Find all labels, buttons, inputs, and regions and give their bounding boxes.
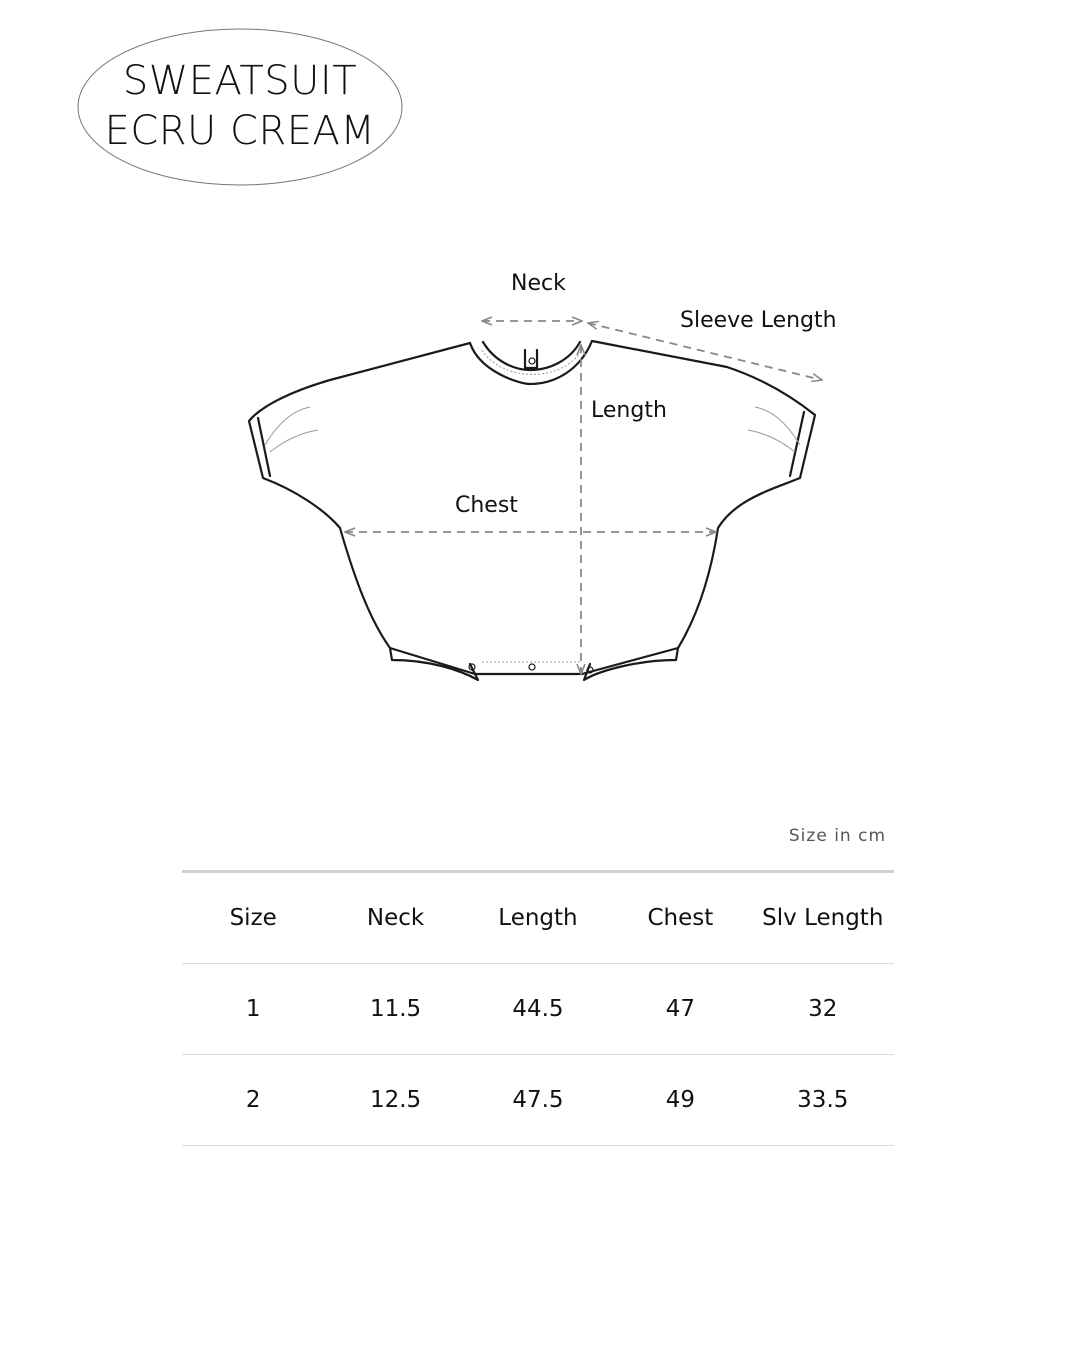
title-badge <box>77 28 403 186</box>
neck-outer <box>470 341 592 384</box>
length-label: Length <box>591 398 667 423</box>
bodysuit-flat-sketch <box>0 250 1080 710</box>
cell-neck: 11.5 <box>369 996 422 1022</box>
product-title <box>77 56 403 156</box>
unit-note: Size in cm <box>788 826 886 846</box>
chest-label: Chest <box>455 493 518 518</box>
cell-neck: 12.5 <box>369 1087 422 1113</box>
neck-label: Neck <box>511 271 566 296</box>
table-row <box>182 964 894 1055</box>
garment-outline <box>249 341 815 680</box>
cell-chest: 49 <box>665 1087 695 1113</box>
cell-sleeve-length: 33.5 <box>797 1087 849 1113</box>
fold-creases <box>265 350 800 662</box>
left-sleeve-crease <box>265 407 310 445</box>
cell-length: 44.5 <box>512 996 564 1022</box>
sleeve-length-label: Sleeve Length <box>680 308 837 333</box>
garment-diagram <box>0 250 1080 710</box>
dimension-arrows <box>345 321 822 674</box>
header-chest: Chest <box>647 905 714 931</box>
cell-chest: 47 <box>665 996 695 1022</box>
size-chart-table <box>182 870 894 1146</box>
cell-sleeve-length: 32 <box>808 996 838 1022</box>
table-row <box>182 1055 894 1146</box>
header-neck: Neck <box>366 905 425 931</box>
right-sleeve-crease <box>755 407 800 445</box>
neck-snap <box>529 358 535 364</box>
table-header-row <box>182 872 894 964</box>
header-sleeve-length: Slv Length <box>762 905 884 931</box>
cell-length: 47.5 <box>512 1087 564 1113</box>
crotch-snap-center <box>529 664 535 670</box>
body-outline <box>249 341 815 674</box>
title-line-2: ECRU CREAM <box>104 108 376 154</box>
left-sleeve-crease-2 <box>270 430 318 452</box>
cell-size: 2 <box>245 1087 261 1113</box>
header-length: Length <box>498 905 578 931</box>
header-size: Size <box>229 905 277 931</box>
title-line-1: SWEATSUIT <box>122 58 358 104</box>
placket <box>525 350 537 368</box>
right-sleeve-crease-2 <box>748 430 795 452</box>
cell-size: 1 <box>245 996 261 1022</box>
